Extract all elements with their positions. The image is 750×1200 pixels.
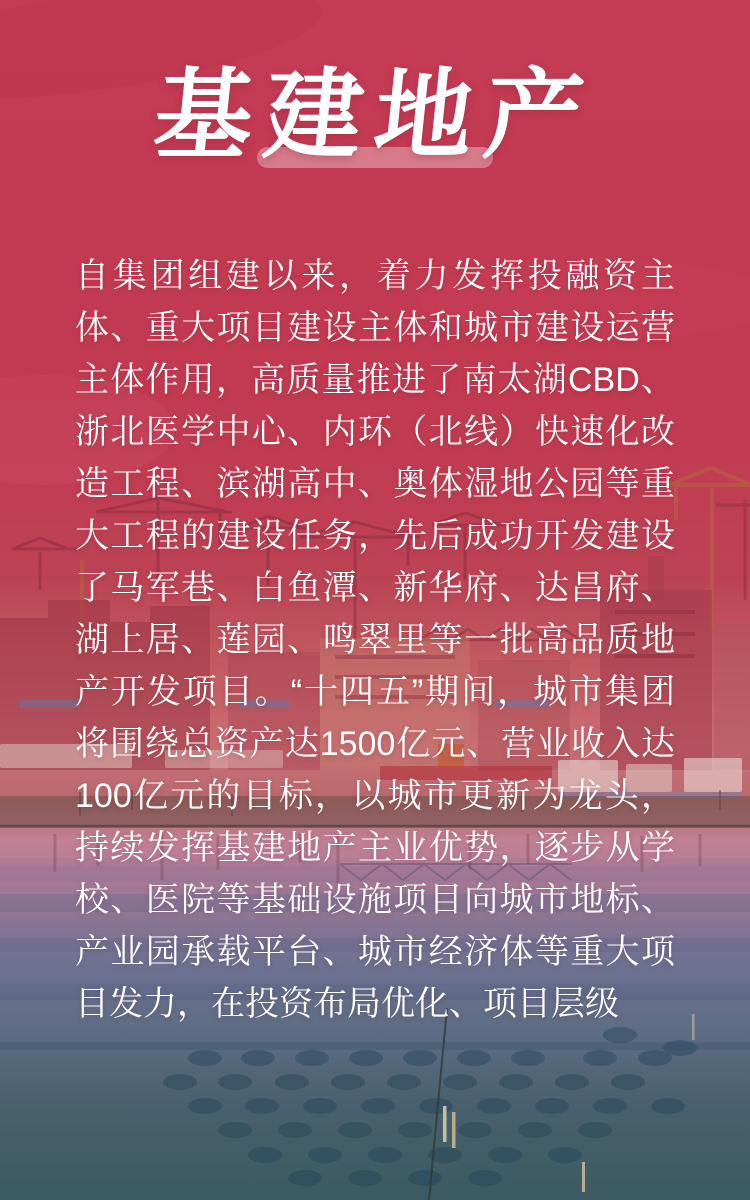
page-title: 基建地产 (149, 60, 601, 170)
body-paragraph: 自集团组建以来，着力发挥投融资主体、重大项目建设主体和城市建设运营主体作用，高质量推进了南太湖CBD、浙北医学中心、内环（北线）快速化改造工程、滨湖高中、奥体湿地公园等重大工程的建设任务，先后成功开发建设了马军巷、白鱼潭、新华府、达昌府、湖上居、莲园、鸣翠里等一批高品质地产开发项目。“十四五”期间，城市集团将围绕总资产达1500亿元、营业收入达100亿元的目标，以城市更新为龙头，持续发挥基建地产主业优势，逐步从学校、医院等基础设施项目向城市地标、产业园承载平台、城市经济体等重大项目发力，在投资布局优化、项目层级 (75, 257, 675, 1023)
